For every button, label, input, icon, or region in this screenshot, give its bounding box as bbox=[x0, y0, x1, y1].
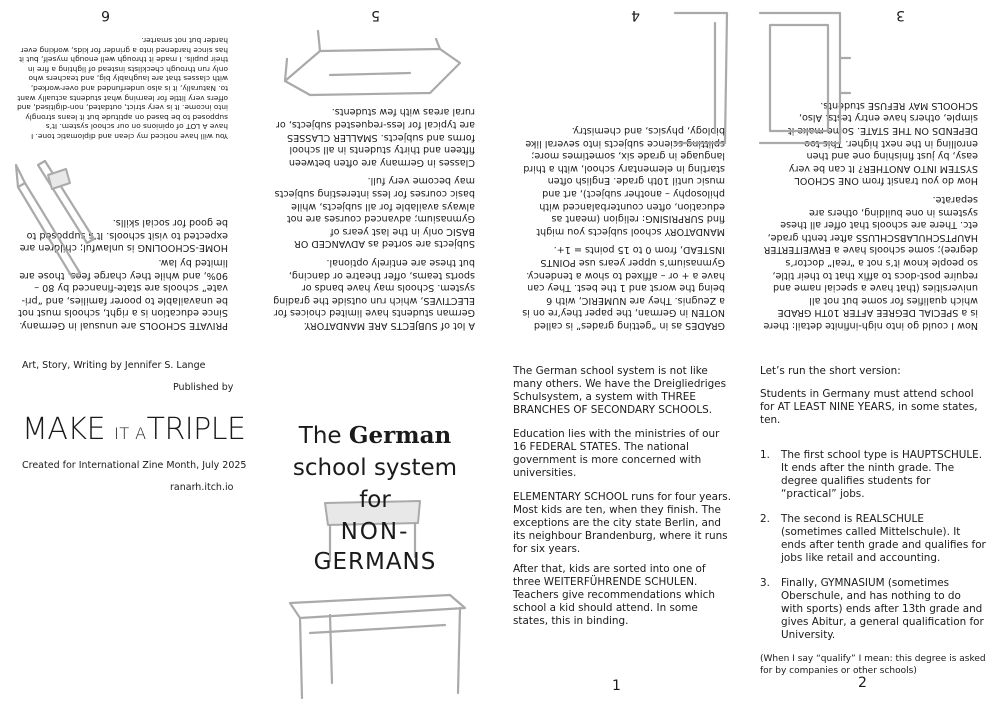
list-item-text: The second is REALSCHULE (sometimes called Mittelschule). It ends after tenth grade and qualifies for jobs like retail and accounting. bbox=[781, 513, 986, 564]
paragraph: Now I could go into nigh-infinite detail: there is a SPECIAL DEGREE AFTER 10TH GRADE which qualifies for some but not all universities (that have a special name and require post-docs to affix that to their title, so people know it’s not a “real” doctor’s degree); some schools have a ERWEITERTER HAUPTSCHULABSCHLUSS after tenth grade, etc. There are schools that offer all these systems in one building, others are separate. bbox=[763, 194, 978, 331]
website-link[interactable]: ranarh.itch.io bbox=[170, 482, 234, 493]
page-1-panel bbox=[500, 353, 750, 706]
front-cover-panel bbox=[250, 353, 500, 706]
publisher-logo-part: MAKE bbox=[22, 412, 106, 447]
page-number: 3 bbox=[896, 7, 905, 23]
paragraph: The German school system is not like many others. We have the Dreigliedriges Schulsystem, a system with THREE BRANCHES OF SECONDARY SCHOOLS. bbox=[513, 365, 726, 416]
lead-text: Students in Germany must attend school for AT LEAST NINE YEARS, in some states, ten. bbox=[760, 388, 978, 426]
paragraph: You will have noticed my clean and diplomatic tone. I have A LOT of opinions on our school system. It’s supposed to be based on aptitude but it leans strongly into income. It is very strict, outdated, non-digitised, and offers very little for learning what students actually want to. Naturally, it is also underfunded and over-worked, with classes that are laughably big, and teachers who only run through checklists instead of lighting a fire in their pupils. I made it through well enough myself, but it has since hardened into a grinder for kids, working ever harder but not smarter. bbox=[17, 36, 228, 141]
paragraph: HOME-SCHOOLING is unlawful; children are expected to visit schools. It’s supposed to be good for social skills. bbox=[19, 217, 228, 254]
school-types-list bbox=[760, 449, 986, 642]
published-by-label: Published by bbox=[173, 382, 234, 393]
page-number: 2 bbox=[858, 675, 867, 691]
cover-title-line: NON- bbox=[340, 519, 410, 545]
publisher-logo bbox=[22, 412, 245, 447]
page-1-text bbox=[513, 365, 735, 639]
paragraph: MANDATORY school subjects you might find SURPRISING: religion (meant as education, often counterbalanced with philosophy – another subject), art and music until 10th grade. English often starting in elementary school, with a third language in grade six, sometimes more; splitting science subjects into several like biology, physics, and chemistry. bbox=[523, 125, 725, 237]
back-cover-panel bbox=[0, 353, 250, 706]
cover-title-line: for bbox=[359, 487, 391, 513]
cover-title-word: The bbox=[298, 423, 342, 449]
page-2-text bbox=[760, 365, 986, 688]
page-5-text bbox=[270, 103, 475, 331]
blackboard-sketch bbox=[750, 3, 850, 153]
pencil-and-eraser-sketch bbox=[10, 143, 100, 293]
list-number: 2. bbox=[760, 513, 770, 525]
page-number: 4 bbox=[631, 7, 640, 23]
page-number: 6 bbox=[101, 7, 110, 23]
paragraph: How do you transit from ONE SCHOOL SYSTEM INTO ANOTHER? It can be very easy, by just finishing one and then enrolling in the next higher. This too DEPENDS ON THE STATE. Some make it simple, others have entry tests. Also, SCHOOLS MAY REFUSE students. bbox=[787, 99, 978, 187]
cover-title-word: German bbox=[348, 422, 452, 449]
paragraph: A lot of SUBJECTS ARE MANDATORY. German students have limited choices for ELECTIVES, which run outside the grading system. Schools may have bands or sports teams, offer theatre or dancing, but these are entirely optional. bbox=[273, 257, 475, 331]
school-desk-sketch bbox=[270, 483, 480, 703]
page-number: 5 bbox=[371, 7, 380, 23]
list-number: 3. bbox=[760, 577, 770, 589]
created-for-note: Created for International Zine Month, July 2025 bbox=[22, 460, 247, 471]
author-credit: Art, Story, Writing by Jennifer S. Lange bbox=[22, 360, 206, 371]
page-5-panel bbox=[250, 0, 500, 353]
intro-text: Let’s run the short version: bbox=[760, 365, 901, 377]
desk-sketch bbox=[270, 23, 470, 103]
cover-title-line: school system bbox=[292, 455, 458, 481]
cover-title-line: GERMANS bbox=[313, 549, 437, 575]
footnote: (When I say “qualify” I mean: this degree is asked for by companies or other schools) bbox=[760, 654, 986, 676]
page-2-panel bbox=[750, 353, 1000, 706]
publisher-logo-part: IT A bbox=[114, 424, 147, 443]
paragraph: PRIVATE SCHOOLS are unusual in Germany. Since education is a right, schools must not be unavailable to poorer families, and “pri-vate” schools are state-financed by 80 – 90%, and while they charge fees, those are limited by law. bbox=[18, 257, 228, 331]
paragraph: After that, kids are sorted into one of three WEITERFÜHRENDE SCHULEN. Teachers give recommendations which school a kid should attend. In some states, this in binding. bbox=[513, 563, 715, 627]
list-item bbox=[760, 577, 986, 642]
page-3-panel bbox=[750, 0, 1000, 353]
page-number: 1 bbox=[612, 678, 621, 694]
paragraph: Education lies with the ministries of our 16 FEDERAL STATES. The national government is more concerned with universities. bbox=[513, 428, 720, 479]
cover-title-line bbox=[250, 421, 500, 451]
list-number: 1. bbox=[760, 449, 770, 461]
list-item bbox=[760, 449, 986, 501]
page-4-panel bbox=[500, 0, 750, 353]
paragraph: Subjects are sorted as ADVANCED OR BASIC only in the last years of Gymnasium; advanced courses are not always available for all subjects, while basic courses for less interesting subjects may become very full. bbox=[274, 175, 475, 250]
list-item-text: Finally, GYMNASIUM (sometimes Oberschule, and has nothing to do with sports) ends after 13th grade and gives Abitur, a general qualification for University. bbox=[781, 577, 984, 641]
list-item bbox=[760, 513, 986, 565]
list-item-text: The first school type is HAUPTSCHULE. It ends after the ninth grade. The degree qualifies students for “practical” jobs. bbox=[781, 449, 983, 500]
page-6-panel bbox=[0, 0, 250, 353]
blackboard-sketch bbox=[665, 3, 735, 153]
paragraph: ELEMENTARY SCHOOL runs for four years. Most kids are ten, when they finish. The exceptions are the city state Berlin, and its neighbour Brandenburg, where it runs for six years. bbox=[513, 491, 732, 555]
publisher-logo-part: TRIPLE bbox=[146, 412, 246, 447]
paragraph: Classes in Germany are often between fifteen and thirty students in all school forms and subjects. SMALLER CLASSES are typical for less-requested subjects, or rural areas with few students. bbox=[275, 106, 475, 168]
paragraph: GRADES as in “getting grades” is called NOTEN in German, the paper they’re on is a Zeugnis. They are NUMERIC, with 6 being the worst and 1 the best. They can have a + or – affixed to show a tendency. Gymnasium’s upper years use POINTS INSTEAD, from 0 to 15 points = 1+. bbox=[522, 244, 725, 331]
